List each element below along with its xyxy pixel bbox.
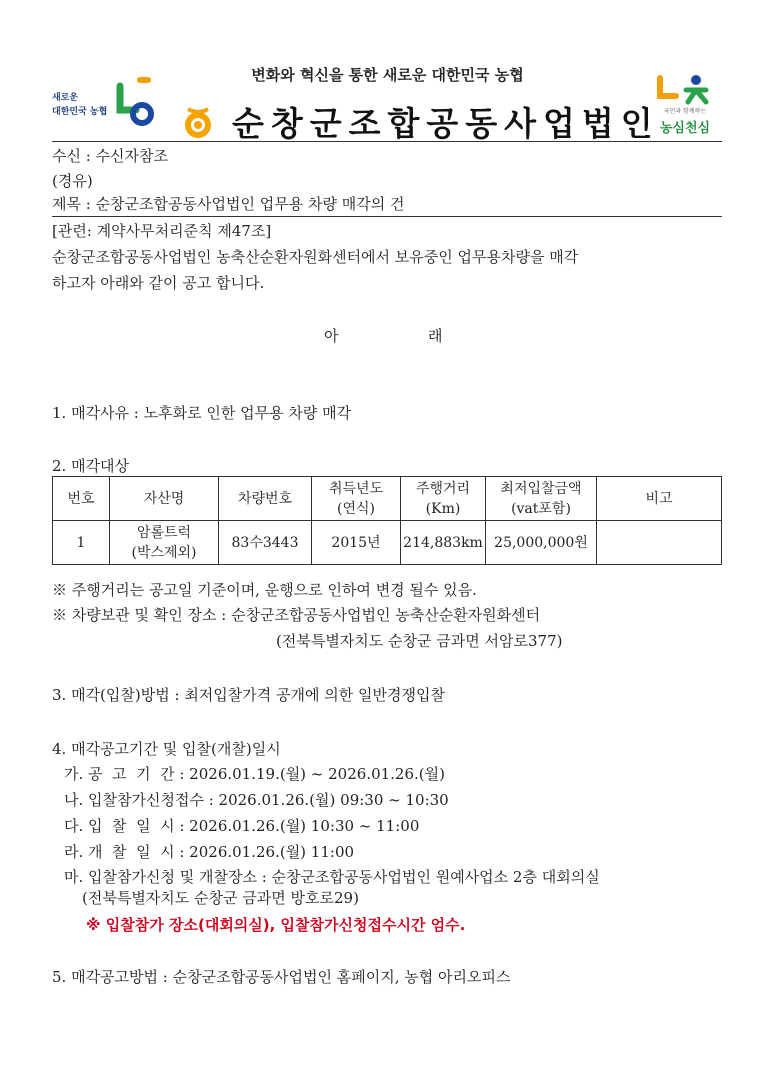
- section-2-title: 2. 매각대상: [52, 457, 130, 475]
- logo-main-text: 농심천심: [659, 121, 711, 136]
- cell-asset-line2: (박스제외): [131, 544, 197, 561]
- header-no: 번호: [53, 477, 110, 521]
- header-price: [486, 477, 597, 521]
- below-rae: 래: [428, 327, 443, 345]
- schedule-item-period: 가. 공 고 기 간 : 2026.01.19.(월) ~ 2026.01.26.(월): [64, 765, 445, 783]
- section-4-title: 4. 매각공고기간 및 입찰(개찰)일시: [52, 740, 281, 758]
- logo-subtext: 국민과 함께하는: [663, 108, 707, 115]
- table-header-row: [53, 477, 722, 521]
- header-mileage-line2: (Km): [425, 500, 461, 517]
- nonghyup-emblem-icon: [180, 105, 216, 141]
- organization-name: 순창군조합공동사업법인: [232, 104, 660, 143]
- via: (경유): [52, 172, 93, 190]
- below-a: 아: [324, 327, 339, 345]
- cell-plate: 83수3443: [219, 521, 312, 565]
- cell-note: [597, 521, 722, 565]
- intro-line2: 하고자 아래와 같이 공고 합니다.: [52, 274, 265, 292]
- schedule-item-place: 마. 입찰참가신청 및 개찰장소 : 순창군조합공동사업법인 원예사업소 2층 대회의실: [64, 868, 600, 886]
- section-5: 5. 매각공고방법 : 순창군조합공동사업법인 홈페이지, 농협 아리오피스: [52, 968, 511, 986]
- subject-divider: [52, 216, 722, 217]
- nonghyup-logo: [52, 76, 152, 126]
- header-mileage: [401, 477, 486, 521]
- cell-no: 1: [53, 521, 110, 565]
- nongsim-logo: [650, 72, 720, 142]
- schedule-item-opening: 라. 개 찰 일 시 : 2026.01.26.(월) 11:00: [64, 843, 355, 861]
- logo-text-line1: 새로운: [52, 93, 79, 103]
- header-note: 비고: [597, 477, 722, 521]
- nongsim-symbol-icon: [650, 72, 720, 106]
- cell-asset: [110, 521, 219, 565]
- subject: 제목 : 순창군조합공동사업법인 업무용 차량 매각의 건: [52, 195, 405, 213]
- header-year-line1: 취득년도: [328, 480, 384, 497]
- table-row: [53, 521, 722, 565]
- recipient: 수신 : 수신자참조: [52, 147, 169, 165]
- header-price-line2: (vat포함): [511, 500, 571, 517]
- header-price-line1: 최저입찰금액: [500, 480, 582, 497]
- nonghyup-symbol-icon: [114, 76, 154, 126]
- reference: [관련: 계약사무처리준칙 제47조]: [52, 222, 272, 240]
- header-asset: 자산명: [110, 477, 219, 521]
- section-1: 1. 매각사유 : 노후화로 인한 업무용 차량 매각: [52, 404, 352, 422]
- asset-table: [52, 476, 722, 565]
- schedule-item-registration: 나. 입찰참가신청접수 : 2026.01.26.(월) 09:30 ~ 10:30: [64, 791, 449, 809]
- slogan: 변화와 혁신을 통한 새로운 대한민국 농협: [251, 66, 524, 84]
- cell-year: 2015년: [312, 521, 401, 565]
- cell-mileage: 214,883km: [401, 521, 486, 565]
- header-divider: [52, 141, 722, 142]
- note-mileage: ※ 주행거리는 공고일 기준이며, 운행으로 인하여 변경 될수 있음.: [52, 581, 477, 599]
- cell-asset-line1: 암롤트럭: [136, 524, 192, 541]
- header-year-line2: (연식): [337, 500, 375, 517]
- header-mileage-line1: 주행거리: [415, 480, 471, 497]
- warning-notice: ※ 입찰참가 장소(대회의실), 입찰참가신청접수시간 엄수.: [86, 916, 466, 934]
- cell-price: 25,000,000원: [486, 521, 597, 565]
- intro-line1: 순창군조합공동사업법인 농축산순환자원화센터에서 보유중인 업무용차량을 매각: [52, 248, 579, 266]
- schedule-item-bidding: 다. 입 찰 일 시 : 2026.01.26.(월) 10:30 ~ 11:00: [64, 817, 420, 835]
- note-storage-address: (전북특별자치도 순창군 금과면 서암로377): [276, 632, 563, 650]
- section-3: 3. 매각(입찰)방법 : 최저입찰가격 공개에 의한 일반경쟁입찰: [52, 686, 445, 704]
- header-plate: 차량번호: [219, 477, 312, 521]
- schedule-place-address: (전북특별자치도 순창군 금과면 방호로29): [82, 889, 359, 907]
- logo-text-line2: 대한민국 농협: [52, 107, 108, 117]
- note-storage: ※ 차량보관 및 확인 장소 : 순창군조합공동사업법인 농축산순환자원화센터: [52, 606, 541, 624]
- header-year: [312, 477, 401, 521]
